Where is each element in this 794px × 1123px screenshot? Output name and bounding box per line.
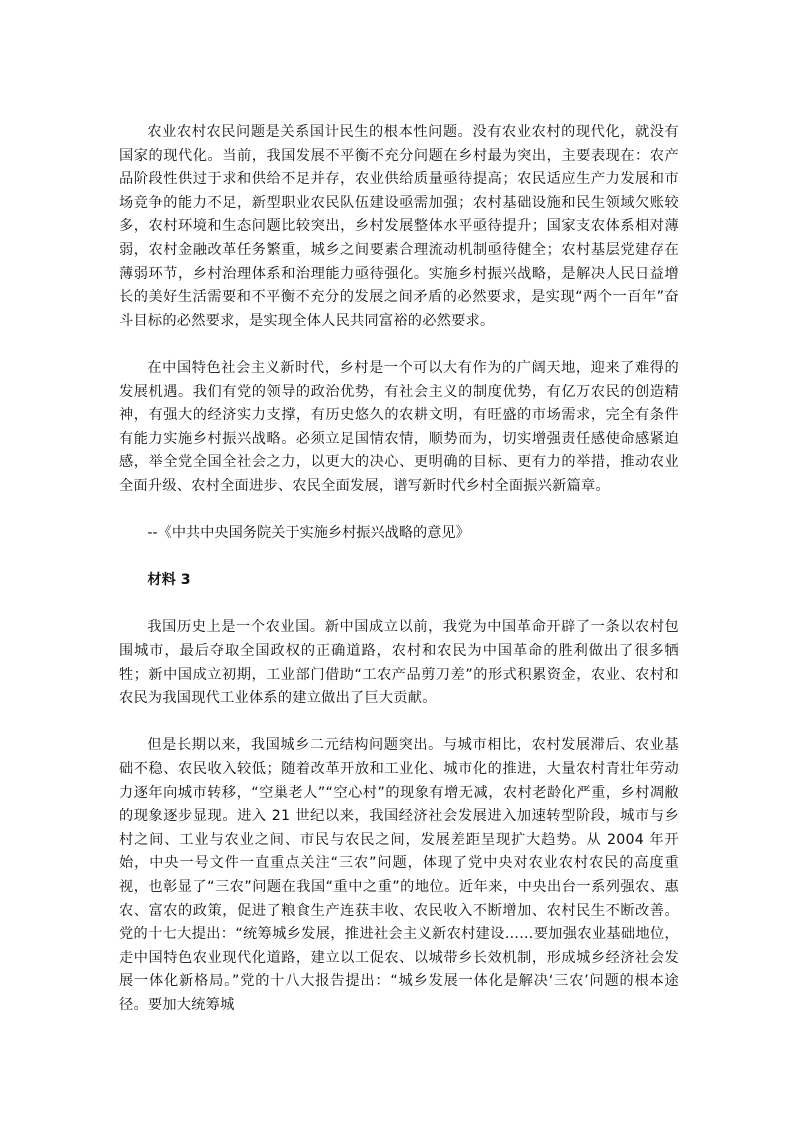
- paragraph-agricultural-history: 我国历史上是一个农业国。新中国成立以前，我党为中国革命开辟了一条以农村包围城市，最后夺取全国政权的正确道路，农村和农民为中国革命的胜利做出了很多牺牲；新中国成立初期，工业部门借助“工农产品剪刀差”的形式积累资金，农业、农村和农民为我国现代工业体系的建立做出了巨大贡献。: [119, 619, 679, 707]
- paragraph-spacer: [119, 499, 679, 523]
- paragraph-spacer: [119, 546, 679, 570]
- paragraph-spacer: [119, 593, 679, 617]
- paragraph-spacer: [119, 333, 679, 357]
- paragraph-new-era: 在中国特色社会主义新时代，乡村是一个可以大有作为的广阔天地，迎来了难得的发展机遇。我们有党的领导的政治优势，有社会主义的制度优势，有亿万农民的创造精神，有强大的经济实力支撑，有历史悠久的农耕文明，有旺盛的市场需求，完全有条件有能力实施乡村振兴战略。必须立足国情农情，顺势而为，切实增强责任感使命感紧迫感，举全党全国全社会之力，以更大的决心、更明确的目标、更有力的举措，推动农业全面升级、农村全面进步、农民全面发展，谱写新时代乡村全面振兴新篇章。: [119, 359, 679, 494]
- source-citation: --《中共中央国务院关于实施乡村振兴战略的意见》: [147, 525, 470, 542]
- paragraph-urban-rural-dual-structure: 但是长期以来，我国城乡二元结构问题突出。与城市相比，农村发展滞后、农业基础不稳、农民收入较低；随着改革开放和工业化、城市化的推进，大量农村青壮年劳动力逐年向城市转移，“空巢老人”“空心村”的现象有增无减，农村老龄化严重，乡村凋敝的现象逐步显现。进入 21 世纪以来，我国经济社会发展进入加速转型阶段，城市与乡村之间、工业与农业之间、市民与农民之间，发展差距呈现扩大趋势。从 2004 年开始，中央一号文件一直重点关注“三农”问题，体现了党中央对农业农村农民的高度重视，也彰显了“三农”问题在我国“重中之重”的地位。近年来，中央出台一系列强农、惠农、富农的政策，促进了粮食生产连获丰收、农民收入不断增加、农村民生不断改善。党的十七大提出：“统筹城乡发展，推进社会主义新农村建设……要加强农业基础地位，走中国特色农业现代化道路，建立以工促农、以城带乡长效机制，形成城乡经济社会发展一体化新格局。”党的十八大报告提出：“城乡发展一体化是解决‘三农’问题的根本途径。要加大统筹城: [119, 737, 679, 1013]
- material-heading: 材料 3: [147, 572, 191, 589]
- paragraph-rural-issues: 农业农村农民问题是关系国计民生的根本性问题。没有农业农村的现代化，就没有国家的现代化。当前，我国发展不平衡不充分问题在乡村最为突出，主要表现在：农产品阶段性供过于求和供给不足并存，农业供给质量亟待提高；农民适应生产力发展和市场竞争的能力不足，新型职业农民队伍建设亟需加强；农村基础设施和民生领域欠账较多，农村环境和生态问题比较突出，乡村发展整体水平亟待提升；国家支农体系相对薄弱，农村金融改革任务繁重，城乡之间要素合理流动机制亟待健全；农村基层党建存在薄弱环节，乡村治理体系和治理能力亟待强化。实施乡村振兴战略，是解决人民日益增长的美好生活需要和不平衡不充分的发展之间矛盾的必然要求，是实现“两个一百年”奋斗目标的必然要求，是实现全体人民共同富裕的必然要求。: [119, 124, 679, 329]
- document-body: [119, 121, 679, 1018]
- paragraph-spacer: [119, 711, 679, 735]
